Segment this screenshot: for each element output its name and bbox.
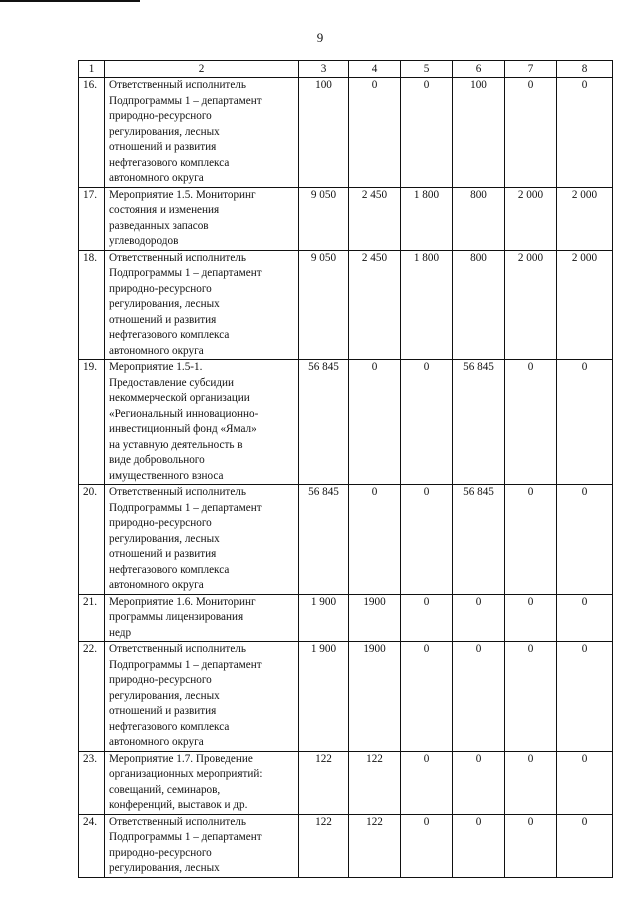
value-cell: 0 bbox=[505, 594, 557, 642]
description-line: инвестиционный фонд «Ямал» bbox=[109, 423, 257, 435]
value-cell: 0 bbox=[505, 751, 557, 814]
description-line: регулирования, лесных bbox=[109, 862, 220, 874]
value-cell: 0 bbox=[401, 814, 453, 877]
description-line: Ответственный исполнитель bbox=[109, 643, 246, 655]
description-line: природно-ресурсного bbox=[109, 282, 212, 295]
description-line: нефтегазового комплекса bbox=[109, 720, 230, 733]
description-line: имущественного взноса bbox=[109, 469, 224, 482]
header-row bbox=[79, 61, 613, 78]
description-line: автономного округа bbox=[109, 344, 204, 357]
value-cell: 100 bbox=[299, 78, 349, 188]
value-cell: 1900 bbox=[349, 642, 401, 752]
value-cell: 0 bbox=[401, 642, 453, 752]
row-description bbox=[105, 594, 299, 642]
description-line: автономного округа bbox=[109, 736, 204, 748]
col-header: 7 bbox=[505, 61, 557, 78]
description-line: отношений и развития bbox=[109, 141, 217, 153]
description-line: регулирования, лесных bbox=[109, 532, 220, 545]
value-cell: 56 845 bbox=[299, 360, 349, 485]
row-number: 18. bbox=[79, 250, 105, 360]
col-header: 6 bbox=[453, 61, 505, 78]
description-line: регулирования, лесных bbox=[109, 689, 220, 702]
value-cell: 1 900 bbox=[299, 594, 349, 642]
col-header: 3 bbox=[299, 61, 349, 78]
value-cell: 0 bbox=[349, 360, 401, 485]
description-line: Подпрограммы 1 – департамент bbox=[109, 267, 262, 279]
description-line: «Региональный инновационно- bbox=[109, 407, 259, 420]
value-cell: 56 845 bbox=[453, 360, 505, 485]
table-row bbox=[79, 250, 613, 360]
value-cell: 122 bbox=[299, 751, 349, 814]
value-cell: 9 050 bbox=[299, 187, 349, 250]
value-cell: 1 800 bbox=[401, 250, 453, 360]
value-cell: 2 000 bbox=[505, 187, 557, 250]
value-cell: 0 bbox=[557, 642, 613, 752]
description-line: Мероприятие 1.5-1. bbox=[109, 361, 203, 373]
row-number: 20. bbox=[79, 485, 105, 595]
description-line: природно-ресурсного bbox=[109, 846, 212, 859]
description-line: углеводородов bbox=[109, 235, 179, 247]
description-line: некоммерческой организации bbox=[109, 392, 250, 404]
value-cell: 800 bbox=[453, 187, 505, 250]
description-line: программы лицензирования bbox=[109, 611, 244, 623]
description-line: автономного округа bbox=[109, 172, 204, 184]
description-line: нефтегазового комплекса bbox=[109, 563, 230, 576]
value-cell: 0 bbox=[505, 485, 557, 595]
table-row bbox=[79, 642, 613, 752]
value-cell: 0 bbox=[505, 814, 557, 877]
row-number: 17. bbox=[79, 187, 105, 250]
description-line: Ответственный исполнитель bbox=[109, 815, 246, 828]
table-row bbox=[79, 187, 613, 250]
table-body bbox=[79, 78, 613, 878]
description-line: разведанных запасов bbox=[109, 219, 209, 232]
value-cell: 0 bbox=[349, 485, 401, 595]
description-line: автономного округа bbox=[109, 579, 204, 591]
description-line: организационных мероприятий: bbox=[109, 768, 263, 780]
description-line: на уставную деятельность в bbox=[109, 438, 243, 451]
value-cell: 0 bbox=[557, 485, 613, 595]
description-line: состояния и изменения bbox=[109, 204, 220, 216]
row-number: 22. bbox=[79, 642, 105, 752]
value-cell: 100 bbox=[453, 78, 505, 188]
value-cell: 1 800 bbox=[401, 187, 453, 250]
description-line: недр bbox=[109, 626, 132, 639]
value-cell: 2 000 bbox=[557, 250, 613, 360]
row-number: 19. bbox=[79, 360, 105, 485]
value-cell: 0 bbox=[401, 751, 453, 814]
value-cell: 0 bbox=[557, 594, 613, 642]
value-cell: 2 450 bbox=[349, 187, 401, 250]
description-line: Подпрограммы 1 – департамент bbox=[109, 831, 262, 843]
col-header: 4 bbox=[349, 61, 401, 78]
value-cell: 1900 bbox=[349, 594, 401, 642]
row-description bbox=[105, 814, 299, 877]
value-cell: 0 bbox=[505, 360, 557, 485]
description-line: отношений и развития bbox=[109, 548, 217, 560]
table-row bbox=[79, 594, 613, 642]
page-number: 9 bbox=[316, 30, 324, 45]
description-line: Ответственный исполнитель bbox=[109, 251, 246, 264]
value-cell: 0 bbox=[453, 642, 505, 752]
value-cell: 0 bbox=[505, 642, 557, 752]
col-header: 1 bbox=[79, 61, 105, 78]
col-header: 8 bbox=[557, 61, 613, 78]
value-cell: 122 bbox=[349, 751, 401, 814]
description-line: отношений и развития bbox=[109, 313, 217, 326]
description-line: совещаний, семинаров, bbox=[109, 783, 221, 796]
row-description bbox=[105, 360, 299, 485]
description-line: Подпрограммы 1 – департамент bbox=[109, 501, 262, 514]
table-row bbox=[79, 751, 613, 814]
table-row bbox=[79, 485, 613, 595]
col-header: 2 bbox=[105, 61, 299, 78]
description-line: природно-ресурсного bbox=[109, 517, 212, 529]
row-description bbox=[105, 485, 299, 595]
row-number: 16. bbox=[79, 78, 105, 188]
description-line: конференций, выставок и др. bbox=[109, 799, 248, 811]
value-cell: 2 000 bbox=[557, 187, 613, 250]
table-row bbox=[79, 78, 613, 188]
description-line: Мероприятие 1.7. Проведение bbox=[109, 752, 253, 765]
description-line: нефтегазового комплекса bbox=[109, 329, 230, 341]
value-cell: 0 bbox=[453, 814, 505, 877]
value-cell: 0 bbox=[401, 78, 453, 188]
table-row bbox=[79, 360, 613, 485]
row-description bbox=[105, 187, 299, 250]
row-description bbox=[105, 78, 299, 188]
description-line: нефтегазового комплекса bbox=[109, 156, 230, 169]
description-line: Мероприятие 1.6. Мониторинг bbox=[109, 595, 256, 608]
value-cell: 56 845 bbox=[299, 485, 349, 595]
table-row bbox=[79, 814, 613, 877]
row-description bbox=[105, 642, 299, 752]
row-number: 23. bbox=[79, 751, 105, 814]
description-line: отношений и развития bbox=[109, 705, 217, 717]
col-header: 5 bbox=[401, 61, 453, 78]
value-cell: 0 bbox=[557, 78, 613, 188]
value-cell: 9 050 bbox=[299, 250, 349, 360]
value-cell: 0 bbox=[505, 78, 557, 188]
value-cell: 0 bbox=[453, 751, 505, 814]
description-line: Подпрограммы 1 – департамент bbox=[109, 94, 262, 107]
value-cell: 2 450 bbox=[349, 250, 401, 360]
value-cell: 1 900 bbox=[299, 642, 349, 752]
value-cell: 800 bbox=[453, 250, 505, 360]
value-cell: 0 bbox=[401, 360, 453, 485]
row-description bbox=[105, 250, 299, 360]
value-cell: 2 000 bbox=[505, 250, 557, 360]
budget-table bbox=[78, 60, 613, 878]
description-line: Мероприятие 1.5. Мониторинг bbox=[109, 188, 256, 201]
top-rule bbox=[0, 0, 140, 2]
description-line: Ответственный исполнитель bbox=[109, 486, 246, 498]
row-number: 21. bbox=[79, 594, 105, 642]
value-cell: 122 bbox=[349, 814, 401, 877]
value-cell: 0 bbox=[349, 78, 401, 188]
description-line: природно-ресурсного bbox=[109, 110, 212, 122]
description-line: виде добровольного bbox=[109, 454, 205, 466]
description-line: Предоставление субсидии bbox=[109, 376, 235, 389]
value-cell: 0 bbox=[401, 594, 453, 642]
description-line: Ответственный исполнитель bbox=[109, 79, 246, 91]
value-cell: 0 bbox=[557, 360, 613, 485]
value-cell: 0 bbox=[557, 751, 613, 814]
value-cell: 0 bbox=[557, 814, 613, 877]
description-line: регулирования, лесных bbox=[109, 298, 220, 310]
value-cell: 56 845 bbox=[453, 485, 505, 595]
row-number: 24. bbox=[79, 814, 105, 877]
value-cell: 122 bbox=[299, 814, 349, 877]
row-description bbox=[105, 751, 299, 814]
description-line: Подпрограммы 1 – департамент bbox=[109, 658, 262, 671]
description-line: природно-ресурсного bbox=[109, 674, 212, 686]
value-cell: 0 bbox=[401, 485, 453, 595]
description-line: регулирования, лесных bbox=[109, 125, 220, 138]
value-cell: 0 bbox=[453, 594, 505, 642]
